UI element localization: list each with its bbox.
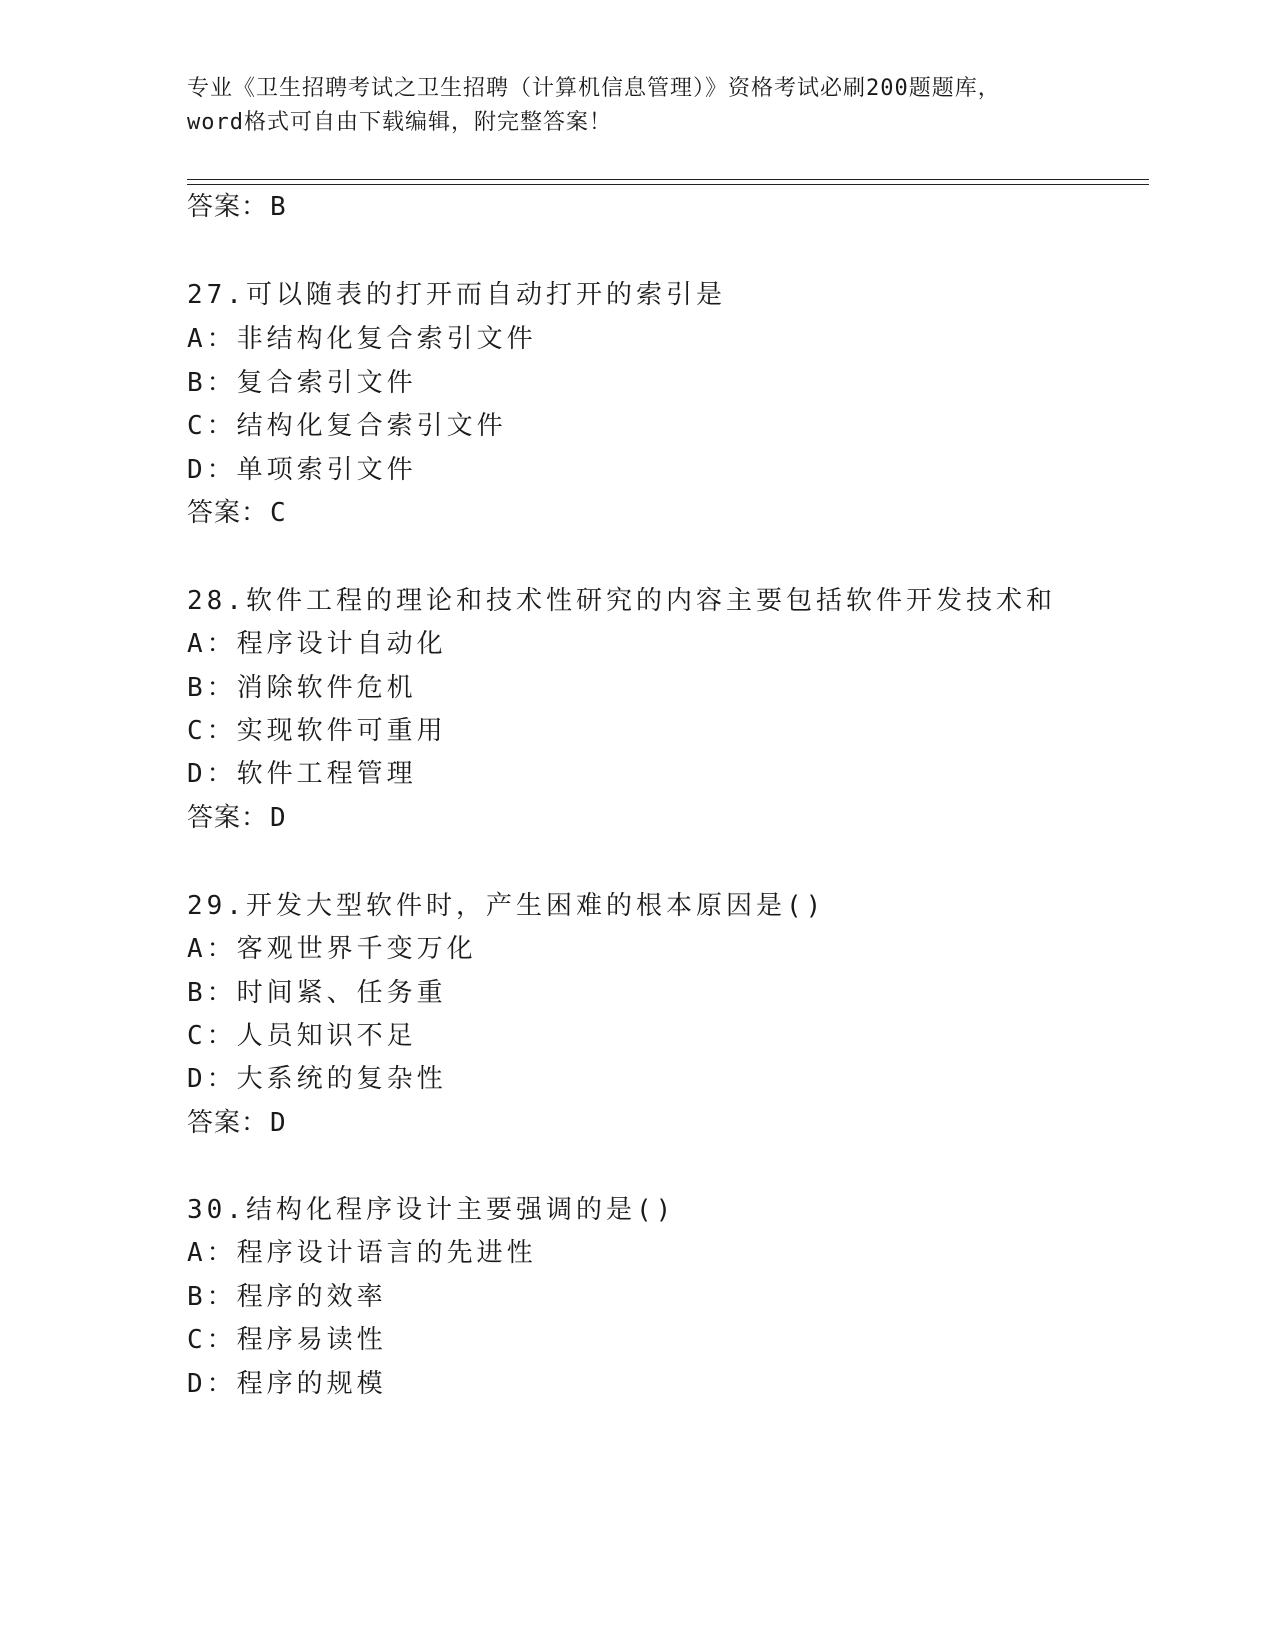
question-stem-30: 30.结构化程序设计主要强调的是() — [187, 1195, 676, 1225]
question-29-option-d: D：大系统的复杂性 — [187, 1064, 447, 1094]
question-29-answer — [187, 1102, 287, 1139]
question-30-option-c: C：程序易读性 — [187, 1325, 387, 1355]
question-30-option-a: A：程序设计语言的先进性 — [187, 1238, 537, 1268]
question-27-option-a: A：非结构化复合索引文件 — [187, 324, 537, 354]
question-27-option-d: D：单项索引文件 — [187, 455, 417, 485]
question-28-option-d: D：软件工程管理 — [187, 759, 417, 789]
header-line-2: word格式可自由下载编辑，附完整答案！ — [187, 110, 612, 135]
question-28-option-a: A：程序设计自动化 — [187, 629, 447, 659]
answer-label: 答案： — [187, 803, 269, 833]
question-29-option-a: A：客观世界千变万化 — [187, 934, 477, 964]
answer-label: 答案： — [187, 1108, 269, 1138]
question-27-option-c: C：结构化复合索引文件 — [187, 411, 507, 441]
header-line-1: 专业《卫生招聘考试之卫生招聘（计算机信息管理）》资格考试必刷200题题库， — [187, 76, 1001, 101]
question-28-option-c: C：实现软件可重用 — [187, 716, 447, 746]
answer-label: 答案： — [187, 498, 269, 528]
question-27-option-b: B：复合索引文件 — [187, 368, 417, 398]
question-30-option-b: B：程序的效率 — [187, 1282, 387, 1312]
answer-value: C — [270, 498, 287, 528]
question-stem-29: 29.开发大型软件时，产生困难的根本原因是() — [187, 891, 826, 921]
header-divider-bottom — [187, 184, 1149, 185]
answer-value: D — [270, 803, 287, 833]
question-29-option-b: B：时间紧、任务重 — [187, 978, 447, 1008]
answer-value: D — [270, 1108, 287, 1138]
question-30-option-d: D：程序的规模 — [187, 1369, 387, 1399]
question-28-option-b: B：消除软件危机 — [187, 673, 417, 703]
answer-value: B — [270, 192, 287, 222]
document-header — [187, 72, 1087, 140]
question-29-option-c: C：人员知识不足 — [187, 1021, 417, 1051]
question-28-answer — [187, 797, 287, 834]
answer-label: 答案： — [187, 192, 269, 222]
header-divider-top — [187, 179, 1149, 180]
question-27-answer — [187, 492, 287, 529]
question-stem-27: 27.可以随表的打开而自动打开的索引是 — [187, 280, 726, 310]
previous-answer — [187, 186, 287, 223]
question-stem-28: 28.软件工程的理论和技术性研究的内容主要包括软件开发技术和 — [187, 586, 1056, 616]
